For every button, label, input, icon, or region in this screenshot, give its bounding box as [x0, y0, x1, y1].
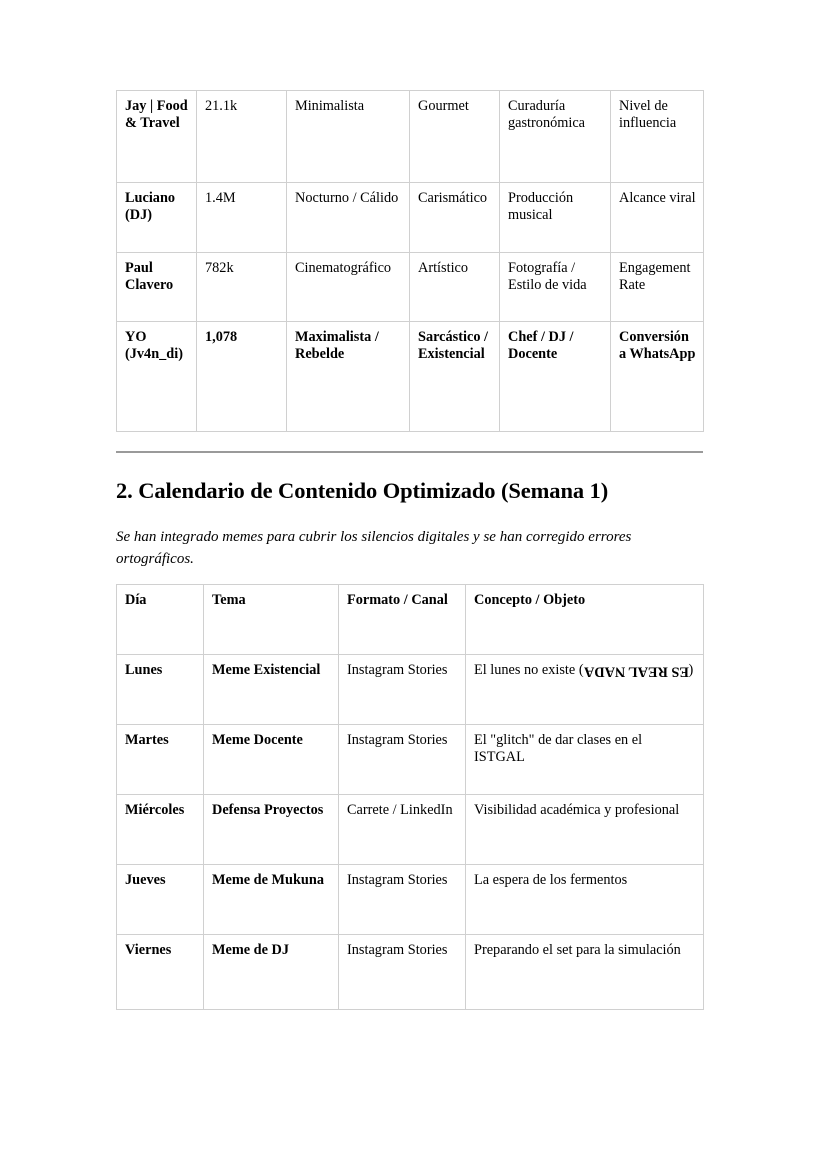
calendar-table-container — [116, 584, 704, 1010]
cell-metrica: Conversión a WhatsApp — [611, 322, 704, 432]
column-header-formato: Formato / Canal — [339, 585, 466, 655]
cell-tema: Meme de DJ — [204, 935, 339, 1010]
cell-concepto: El "glitch" de dar clases en el ISTGAL — [466, 725, 704, 795]
cell-concepto: Visibilidad académica y profesional — [466, 795, 704, 865]
cell-concepto: La espera de los fermentos — [466, 865, 704, 935]
table-row — [117, 725, 704, 795]
cell-formato: Instagram Stories — [339, 865, 466, 935]
cell-metrica: Nivel de influencia — [611, 91, 704, 183]
column-header-dia: Día — [117, 585, 204, 655]
cell-contenido: Producción musical — [500, 183, 611, 253]
cell-dia: Miércoles — [117, 795, 204, 865]
concepto-flipped-text: ES REAL NADA — [583, 663, 689, 680]
cell-tema: Meme Existencial — [204, 655, 339, 725]
concepto-suffix: ) — [688, 662, 694, 678]
influencer-table-container — [116, 90, 704, 432]
cell-tono: Carismático — [410, 183, 500, 253]
column-header-concepto: Concepto / Objeto — [466, 585, 704, 655]
table-row — [117, 91, 704, 183]
cell-tema: Meme de Mukuna — [204, 865, 339, 935]
cell-tono: Sarcástico / Existencial — [410, 322, 500, 432]
cell-metrica: Alcance viral — [611, 183, 704, 253]
table-row — [117, 655, 704, 725]
cell-dia: Martes — [117, 725, 204, 795]
cell-dia: Jueves — [117, 865, 204, 935]
cell-estetica: Maximalista / Rebelde — [287, 322, 410, 432]
calendar-table — [116, 584, 704, 1010]
table-row — [117, 253, 704, 322]
cell-nombre: Luciano (DJ) — [117, 183, 197, 253]
cell-estetica: Nocturno / Cálido — [287, 183, 410, 253]
cell-seguidores: 21.1k — [197, 91, 287, 183]
cell-metrica: Engagement Rate — [611, 253, 704, 322]
cell-nombre: Paul Clavero — [117, 253, 197, 322]
table-row — [117, 795, 704, 865]
cell-contenido: Fotografía / Estilo de vida — [500, 253, 611, 322]
table-row-highlighted — [117, 322, 704, 432]
column-header-tema: Tema — [204, 585, 339, 655]
cell-seguidores: 782k — [197, 253, 287, 322]
cell-formato: Instagram Stories — [339, 935, 466, 1010]
cell-concepto: Preparando el set para la simulación — [466, 935, 704, 1010]
cell-tema: Defensa Proyectos — [204, 795, 339, 865]
cell-tema: Meme Docente — [204, 725, 339, 795]
cell-seguidores: 1,078 — [197, 322, 287, 432]
table-header-row — [117, 585, 704, 655]
cell-tono: Artístico — [410, 253, 500, 322]
page-title: 2. Calendario de Contenido Optimizado (Semana 1) — [116, 478, 609, 503]
table-row — [117, 865, 704, 935]
table-row — [117, 183, 704, 253]
cell-dia: Viernes — [117, 935, 204, 1010]
section-divider — [116, 451, 703, 453]
cell-seguidores: 1.4M — [197, 183, 287, 253]
cell-dia: Lunes — [117, 655, 204, 725]
influencer-table — [116, 90, 704, 432]
cell-estetica: Minimalista — [287, 91, 410, 183]
table-row — [117, 935, 704, 1010]
cell-contenido: Chef / DJ / Docente — [500, 322, 611, 432]
concepto-prefix: El lunes no existe ( — [474, 662, 584, 678]
cell-formato: Instagram Stories — [339, 655, 466, 725]
cell-formato: Instagram Stories — [339, 725, 466, 795]
cell-contenido: Curaduría gastronómica — [500, 91, 611, 183]
cell-concepto — [466, 655, 704, 725]
cell-estetica: Cinematográfico — [287, 253, 410, 322]
cell-tono: Gourmet — [410, 91, 500, 183]
intro-paragraph: Se han integrado memes para cubrir los silencios digitales y se han corregido errores ortográficos. — [116, 529, 632, 567]
cell-nombre: Jay | Food & Travel — [117, 91, 197, 183]
cell-formato: Carrete / LinkedIn — [339, 795, 466, 865]
cell-nombre: YO (Jv4n_di) — [117, 322, 197, 432]
